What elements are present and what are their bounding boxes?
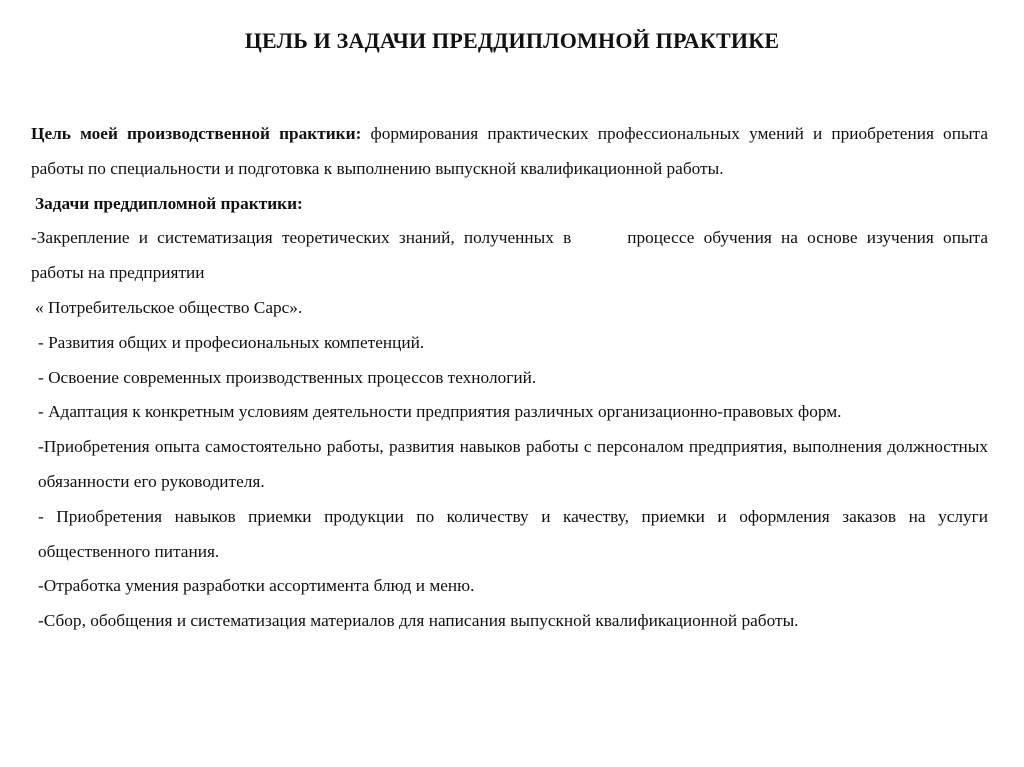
enterprise-name: « Потребительское общество Сарс». — [35, 297, 303, 317]
task-item-1 — [31, 221, 988, 291]
task-1-part-1: -Закрепление и систематизация теоретических знаний, полученных в — [31, 228, 572, 248]
slide-content — [31, 117, 988, 639]
task-item-4: - Адаптация к конкретным условиям деятельности предприятия различных организационно-правовых форм. — [38, 402, 842, 422]
tasks-heading: Задачи преддипломной практики: — [35, 193, 303, 213]
goal-text: формирования практических профессиональных умений и приобретения опыта работы по специальности и подготовка к выполнению выпускной квалификационной работы. — [31, 124, 988, 178]
task-item-2: - Развития общих и професиональных компетенций. — [38, 332, 425, 352]
goal-label: Цель моей производственной практики: — [31, 124, 362, 143]
goal-paragraph — [31, 117, 988, 187]
task-item-8: -Сбор, обобщения и систематизация материалов для написания выпускной квалификационной работы. — [38, 611, 799, 631]
task-item-7: -Отработка умения разработки ассортимента блюд и меню. — [38, 576, 475, 596]
task-item-3: - Освоение современных производственных процессов технологий. — [38, 367, 537, 387]
task-1-part-2: процессе обучения на основе изучения опыта работы на предприятии — [31, 228, 988, 283]
task-item-5: -Приобретения опыта самостоятельно работы, развития навыков работы с персоналом предприятия, выполнения должностных обязанности его руководителя. — [38, 437, 988, 491]
task-item-6: - Приобретения навыков приемки продукции по количеству и качеству, приемки и оформления заказов на услуги общественного питания. — [38, 506, 988, 561]
slide-title: ЦЕЛЬ И ЗАДАЧИ ПРЕДДИПЛОМНОЙ ПРАКТИКЕ — [244, 28, 780, 53]
